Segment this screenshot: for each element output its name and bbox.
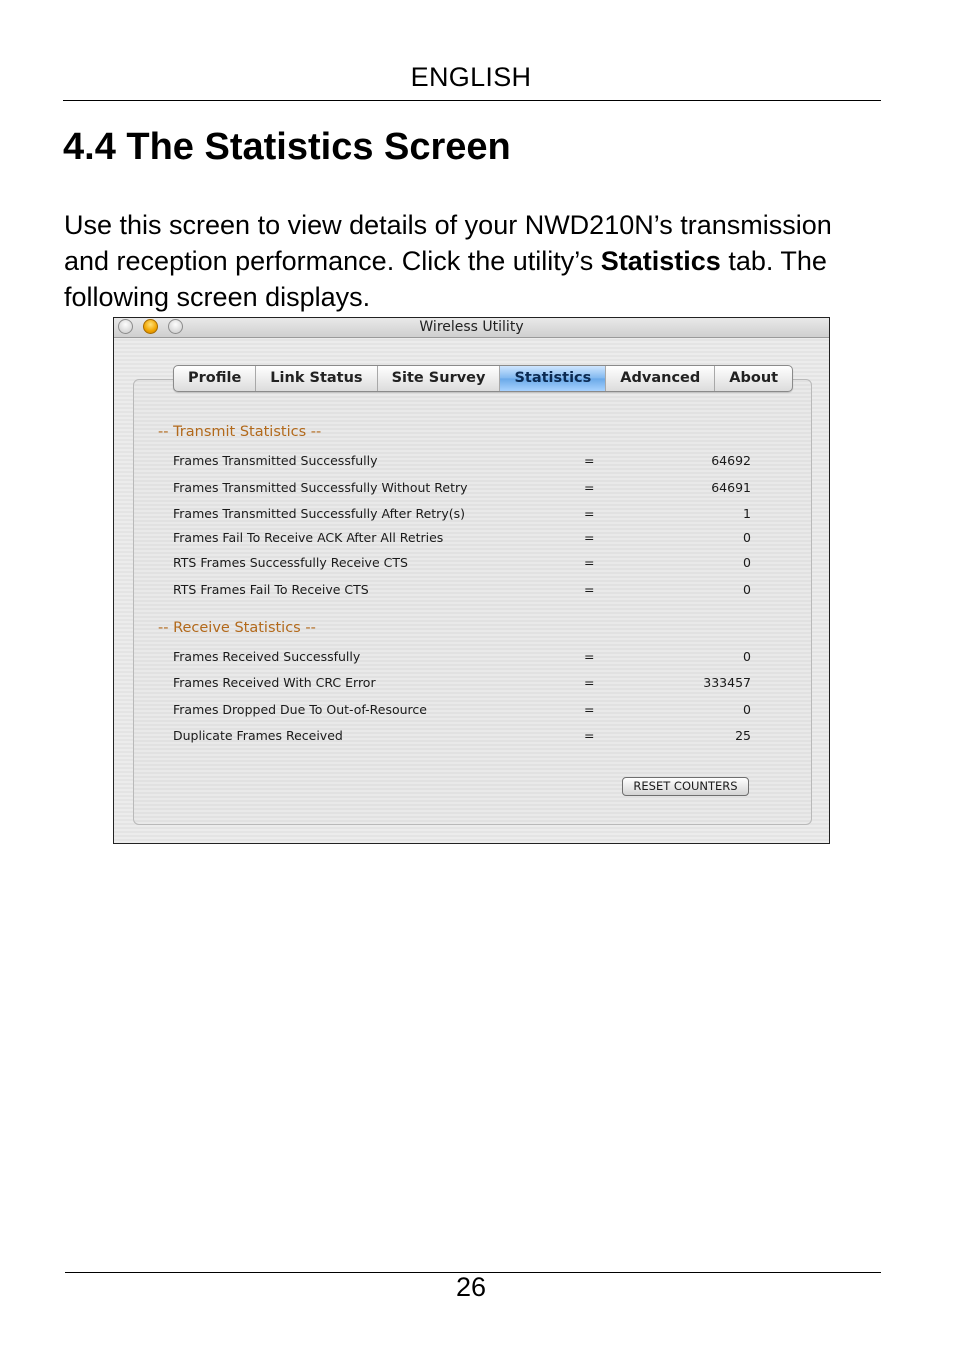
- stat-value: 1: [743, 506, 751, 521]
- receive-statistics-header: -- Receive Statistics --: [158, 620, 316, 636]
- tab-advanced[interactable]: Advanced: [606, 366, 715, 391]
- header-language: ENGLISH: [410, 62, 532, 92]
- wireless-utility-window: [113, 317, 830, 844]
- equals-sign: =: [584, 675, 595, 690]
- reset-counters-button[interactable]: RESET COUNTERS: [622, 777, 749, 796]
- tab-profile[interactable]: Profile: [174, 366, 256, 391]
- stat-label: Frames Transmitted Successfully After Retry(s): [173, 506, 465, 521]
- stat-value: 64692: [711, 453, 751, 468]
- stat-value: 0: [743, 702, 751, 717]
- stat-row: [173, 728, 751, 746]
- equals-sign: =: [584, 480, 595, 495]
- stat-label: Frames Transmitted Successfully: [173, 453, 378, 468]
- stat-label: Frames Dropped Due To Out-of-Resource: [173, 702, 427, 717]
- title-bar: [114, 318, 829, 338]
- stat-value: 333457: [703, 675, 751, 690]
- equals-sign: =: [584, 728, 595, 743]
- stat-value: 0: [743, 530, 751, 545]
- transmit-statistics-header: -- Transmit Statistics --: [158, 424, 322, 440]
- stat-value: 0: [743, 582, 751, 597]
- intro-text-2: tab. The following screen displays.: [64, 246, 827, 312]
- header-rule: [63, 100, 881, 101]
- stat-row: [173, 506, 751, 524]
- stat-row: [173, 582, 751, 600]
- statistics-group-box: [133, 379, 812, 825]
- equals-sign: =: [584, 582, 595, 597]
- stat-row: [173, 702, 751, 720]
- stat-row: [173, 675, 751, 693]
- tab-site-survey[interactable]: Site Survey: [378, 366, 501, 391]
- tab-bar: [173, 365, 793, 392]
- intro-paragraph: [64, 207, 864, 315]
- equals-sign: =: [584, 506, 595, 521]
- stat-row: [173, 530, 751, 548]
- tab-about[interactable]: About: [729, 370, 779, 386]
- tab-statistics[interactable]: Statistics: [500, 366, 606, 391]
- stat-label: RTS Frames Successfully Receive CTS: [173, 555, 408, 570]
- intro-text-1: Use this screen to view details of your NWD210N’s transmission and reception performance. Click the utility’s: [64, 210, 832, 276]
- page-number: 26: [455, 1272, 487, 1302]
- stat-row: [173, 480, 751, 498]
- stat-row: [173, 555, 751, 573]
- stat-label: Frames Received Successfully: [173, 649, 361, 664]
- equals-sign: =: [584, 702, 595, 717]
- stat-label: Frames Received With CRC Error: [173, 675, 376, 690]
- stat-label: Duplicate Frames Received: [173, 728, 343, 743]
- stat-value: 64691: [711, 480, 751, 495]
- stat-value: 0: [743, 649, 751, 664]
- stat-label: Frames Transmitted Successfully Without Retry: [173, 480, 468, 495]
- section-title: 4.4 The Statistics Screen: [63, 126, 511, 168]
- intro-bold-statistics: Statistics: [600, 246, 721, 276]
- equals-sign: =: [584, 649, 595, 664]
- equals-sign: =: [584, 530, 595, 545]
- stat-value: 25: [735, 728, 751, 743]
- equals-sign: =: [584, 453, 595, 468]
- equals-sign: =: [584, 555, 595, 570]
- stat-row: [173, 453, 751, 471]
- stat-value: 0: [743, 555, 751, 570]
- stat-label: RTS Frames Fail To Receive CTS: [173, 582, 369, 597]
- stat-row: [173, 649, 751, 667]
- tab-link-status[interactable]: Link Status: [256, 366, 377, 391]
- stat-label: Frames Fail To Receive ACK After All Retries: [173, 530, 444, 545]
- window-title: Wireless Utility: [419, 319, 524, 335]
